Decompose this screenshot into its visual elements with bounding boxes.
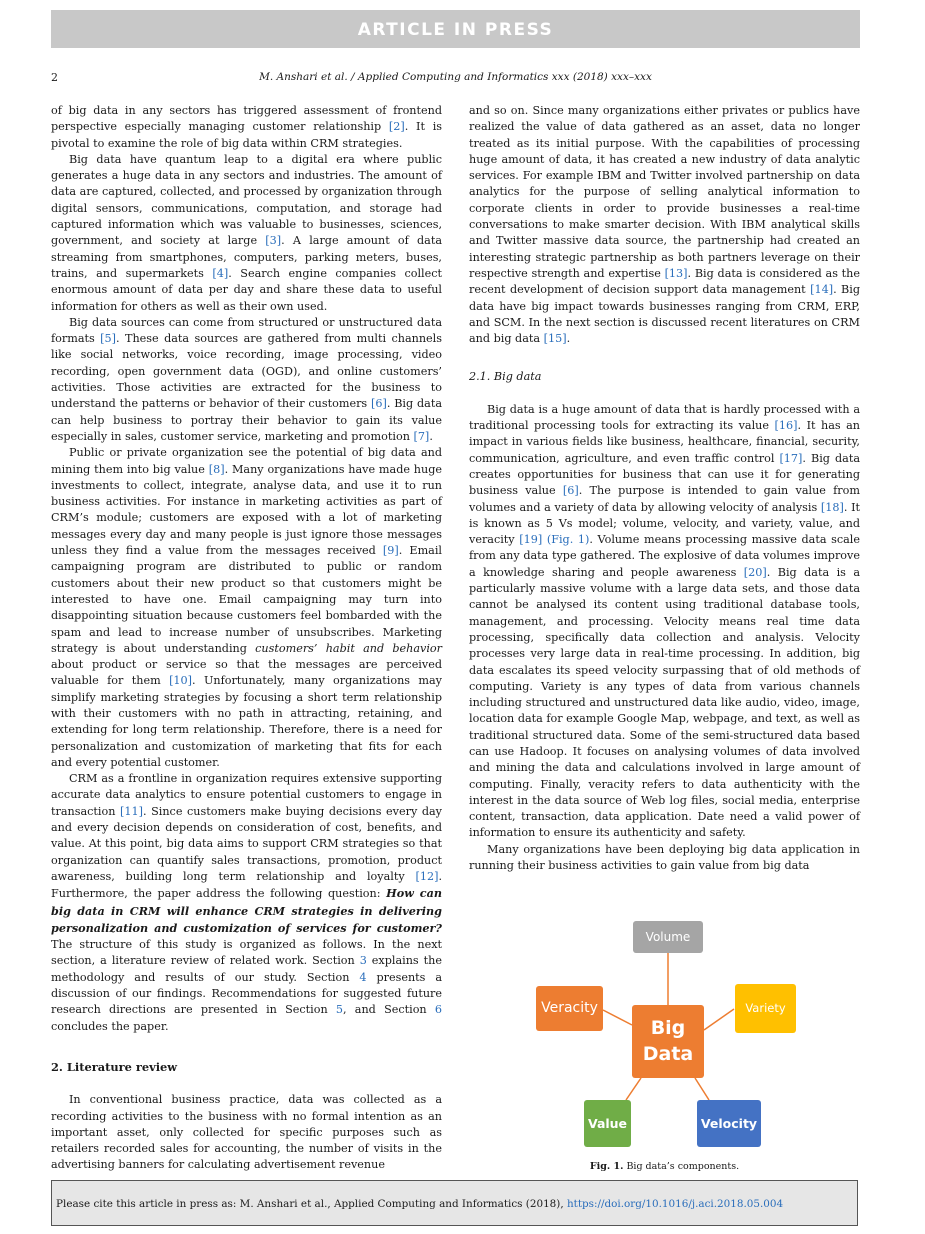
citation-link[interactable]: [13] xyxy=(664,266,688,280)
connector-value xyxy=(626,1078,641,1100)
paragraph: Big data sources can come from structured or unstructured data formats [5]. These data sources are gathered from multi channels like social networks, voice recording, image processing, video recording, open government data (OGD), and online customers’ activities. Those activities are extracted for the business to understand the patterns or behavior of their customers [6]. Big data can help business to portray their behavior to gain its value especially in sales, customer service, marketing and promotion [7]. xyxy=(51,315,442,443)
paragraph: and so on. Since many organizations either privates or publics have realized the value of data gathered as an asset, data no longer treated as its initial purpose. With the capabilities of processing huge amount of data, it has created a new industry of data analytic services. For example IBM and Twitter involved partnership on data analytics for the purpose of selling analytical information to corporate clients in order to provide businesses a real-time conversations to make smarter decision. With IBM analytical skills and Twitter massive data source, the partnership had created an interesting strategic partnership as both partners leverage on their respective strength and expertise [13]. Big data is considered as the recent development of decision support data management [14]. Big data have big impact towards businesses ranging from CRM, ERP, and SCM. In the next section is discussed recent literatures on CRM and big data [15]. xyxy=(469,104,860,346)
paragraph: of big data in any sectors has triggered assessment of frontend perspective especially managing customer relationship [2]. It is pivotal to examine the role of big data within CRM strategies. xyxy=(51,104,443,150)
paragraph: In conventional business practice, data was collected as a recording activities to the business with no formal intention as an important asset, only collected for specific purposes such as retailers recorded sales for accounting, the number of visits in the advertising banners for calculating advertisement revenue xyxy=(51,1093,442,1172)
citation-link[interactable]: [8] xyxy=(208,462,225,476)
page-number: 2 xyxy=(51,71,58,84)
citation-link[interactable]: [2] xyxy=(388,120,405,134)
connector-veracity xyxy=(603,1010,632,1025)
article-in-press-banner: ARTICLE IN PRESS xyxy=(51,10,860,48)
node-volume: Volume xyxy=(633,921,703,953)
right-column xyxy=(469,103,860,874)
node-velocity: Velocity xyxy=(697,1100,761,1147)
citation-link[interactable]: [16] xyxy=(774,419,798,433)
paragraph: Public or private organization see the potential of big data and mining them into big value [8]. Many organizations have made huge investments to collect, integrate, analyse data, and use it to run business activities. For instance in marketing activities as part of CRM’s module; customers are exposed with a lot of marketing messages every day and many people is just ignore those messages unless they find a value from the messages received [9]. Email campaigning program are distributed to public or random customers about their new product so that customers might be interested to have one. Email campaigning may turn into disappointing situation because customers feel bombarded with the spam and lead to increase number of unsubscribes. Marketing strategy is about understanding customers’ habit and behavior about product or service so that the messages are perceived valuable for them [10]. Unfortunately, many organizations may simplify marketing strategies by focusing a short term relationship with their customers with no path in attracting, retaining, and extending for long term relationship. Therefore, there is a need for personalization and customization of marketing that fits for each and every potential customer. xyxy=(51,446,443,769)
citation-link[interactable]: [4] xyxy=(212,266,229,280)
citation-link[interactable]: [14] xyxy=(810,283,834,297)
citation-link[interactable]: [15] xyxy=(543,332,567,346)
figure-link[interactable]: (Fig. 1) xyxy=(546,533,590,547)
section-heading: 2. Literature review xyxy=(51,1059,178,1074)
node-variety: Variety xyxy=(735,984,796,1033)
doi-link[interactable]: https://doi.org/10.1016/j.aci.2018.05.004 xyxy=(566,1198,784,1210)
citation-link[interactable]: [10] xyxy=(169,674,193,688)
section-link[interactable]: 6 xyxy=(434,1003,442,1017)
subsection-heading: 2.1. Big data xyxy=(469,370,542,384)
node-veracity: Veracity xyxy=(536,986,603,1031)
figure-caption: Fig. 1. Big data’s components. xyxy=(589,1161,740,1172)
citation-link[interactable]: [12] xyxy=(415,869,439,883)
section-link[interactable]: 5 xyxy=(335,1003,344,1017)
citation-link[interactable]: [7] xyxy=(413,429,430,443)
left-column xyxy=(51,103,442,1174)
section-link[interactable]: 3 xyxy=(359,954,367,968)
citation-link[interactable]: [11] xyxy=(120,804,143,818)
center-label-line1: Big xyxy=(650,1017,686,1039)
big-data-figure xyxy=(469,915,860,1177)
citation-box: Please cite this article in press as: M. Anshari et al., Applied Computing and Informatics (2018), https://doi.org/10.1016/j.aci.2018.05.004 xyxy=(51,1180,858,1226)
citation-link[interactable]: [6] xyxy=(370,397,387,411)
citation-link[interactable]: [20] xyxy=(743,565,767,579)
paragraph: Many organizations have been deploying big data application in running their business activities to gain value from big data xyxy=(469,842,860,873)
connector-velocity xyxy=(695,1078,709,1100)
center-label-line2: Data xyxy=(642,1043,694,1065)
connector-variety xyxy=(704,1009,734,1030)
paragraph: Big data is a huge amount of data that is hardly processed with a traditional processing tools for extracting its value [16]. It has an impact in various fields like business, healthcare, financial, security, communication, agriculture, and even traffic control [17]. Big data creates opportunities for business that can use it for generating business value [6]. The purpose is intended to gain value from volumes and a variety of data by allowing velocity of analysis [18]. It is known as 5 Vs model; volume, velocity, and variety, value, and veracity [19] (Fig. 1). Volume means processing massive data scale from any data type gathered. The explosive of data volumes improve a knowledge sharing and people awareness [20]. Big data is a particularly massive volume with a large data sets, and those data cannot be analysed its content using traditional database tools, management, and processing. Velocity means real time data processing, specifically data collection and analysis. Velocity processes very large data in real-time processing. In addition, big data escalates its speed velocity surpassing that of old methods of computing. Variety is any types of data from various channels including structured and unstructured data like audio, video, image, location data for example Google Map, webpage, and text, as well as traditional structured data. Some of the semi-structured data based can use Hadoop. It focuses on analysing volumes of data involved and mining the data and calculations involved in large amount of computing. Finally, veracity refers to data authenticity with the interest in the data source of Web log files, social media, enterprise content, transaction, data application. Date need a valid power of information to ensure its authenticity and safety. xyxy=(469,402,861,840)
paragraph: Big data have quantum leap to a digital era where public generates a huge data in any sectors and industries. The amount of data are captured, collected, and processed by organization through digital sensors, communications, computation, and storage had captured information which was valuable to businesses, sciences, government, and society at large [3]. A large amount of data streaming from smartphones, computers, parking meters, buses, trains, and supermarkets [4]. Search engine companies collect enormous amount of data per day and share these data to useful information for others as well as their own used. xyxy=(51,152,443,313)
citation-link[interactable]: [3] xyxy=(265,234,282,248)
citation-link[interactable]: [6] xyxy=(562,484,579,498)
citation-link[interactable]: [5] xyxy=(100,332,117,346)
citation-link[interactable]: [18] xyxy=(820,500,844,514)
citation-link[interactable]: [9] xyxy=(382,544,399,558)
paragraph: CRM as a frontline in organization requires extensive supporting accurate data analytics to ensure potential customers to engage in transaction [11]. Since customers make buying decisions every day and every decision depends on consideration of cost, benefits, and value. At this point, big data aims to support CRM strategies so that organization can quantify sales transactions, promotion, product awareness, building long term relationship and loyalty [12]. Furthermore, the paper address the following question: How can big data in CRM will enhance CRM strategies in delivering personalization and customization of services for customer? The structure of this study is organized as follows. In the next section, a literature review of related work. Section 3 explains the methodology and results of our study. Section 4 presents a discussion of our findings. Recommendations for suggested future research directions are presented in Section 5, and Section 6 concludes the paper. xyxy=(51,772,442,1033)
node-value: Value xyxy=(584,1100,631,1147)
citation-link[interactable]: [17] xyxy=(779,451,803,465)
section-link[interactable]: 4 xyxy=(359,970,367,984)
running-head: M. Anshari et al. / Applied Computing and Informatics xxx (2018) xxx–xxx xyxy=(259,71,652,83)
citation-link[interactable]: [19] xyxy=(519,533,543,547)
node-big-data xyxy=(632,1005,704,1078)
